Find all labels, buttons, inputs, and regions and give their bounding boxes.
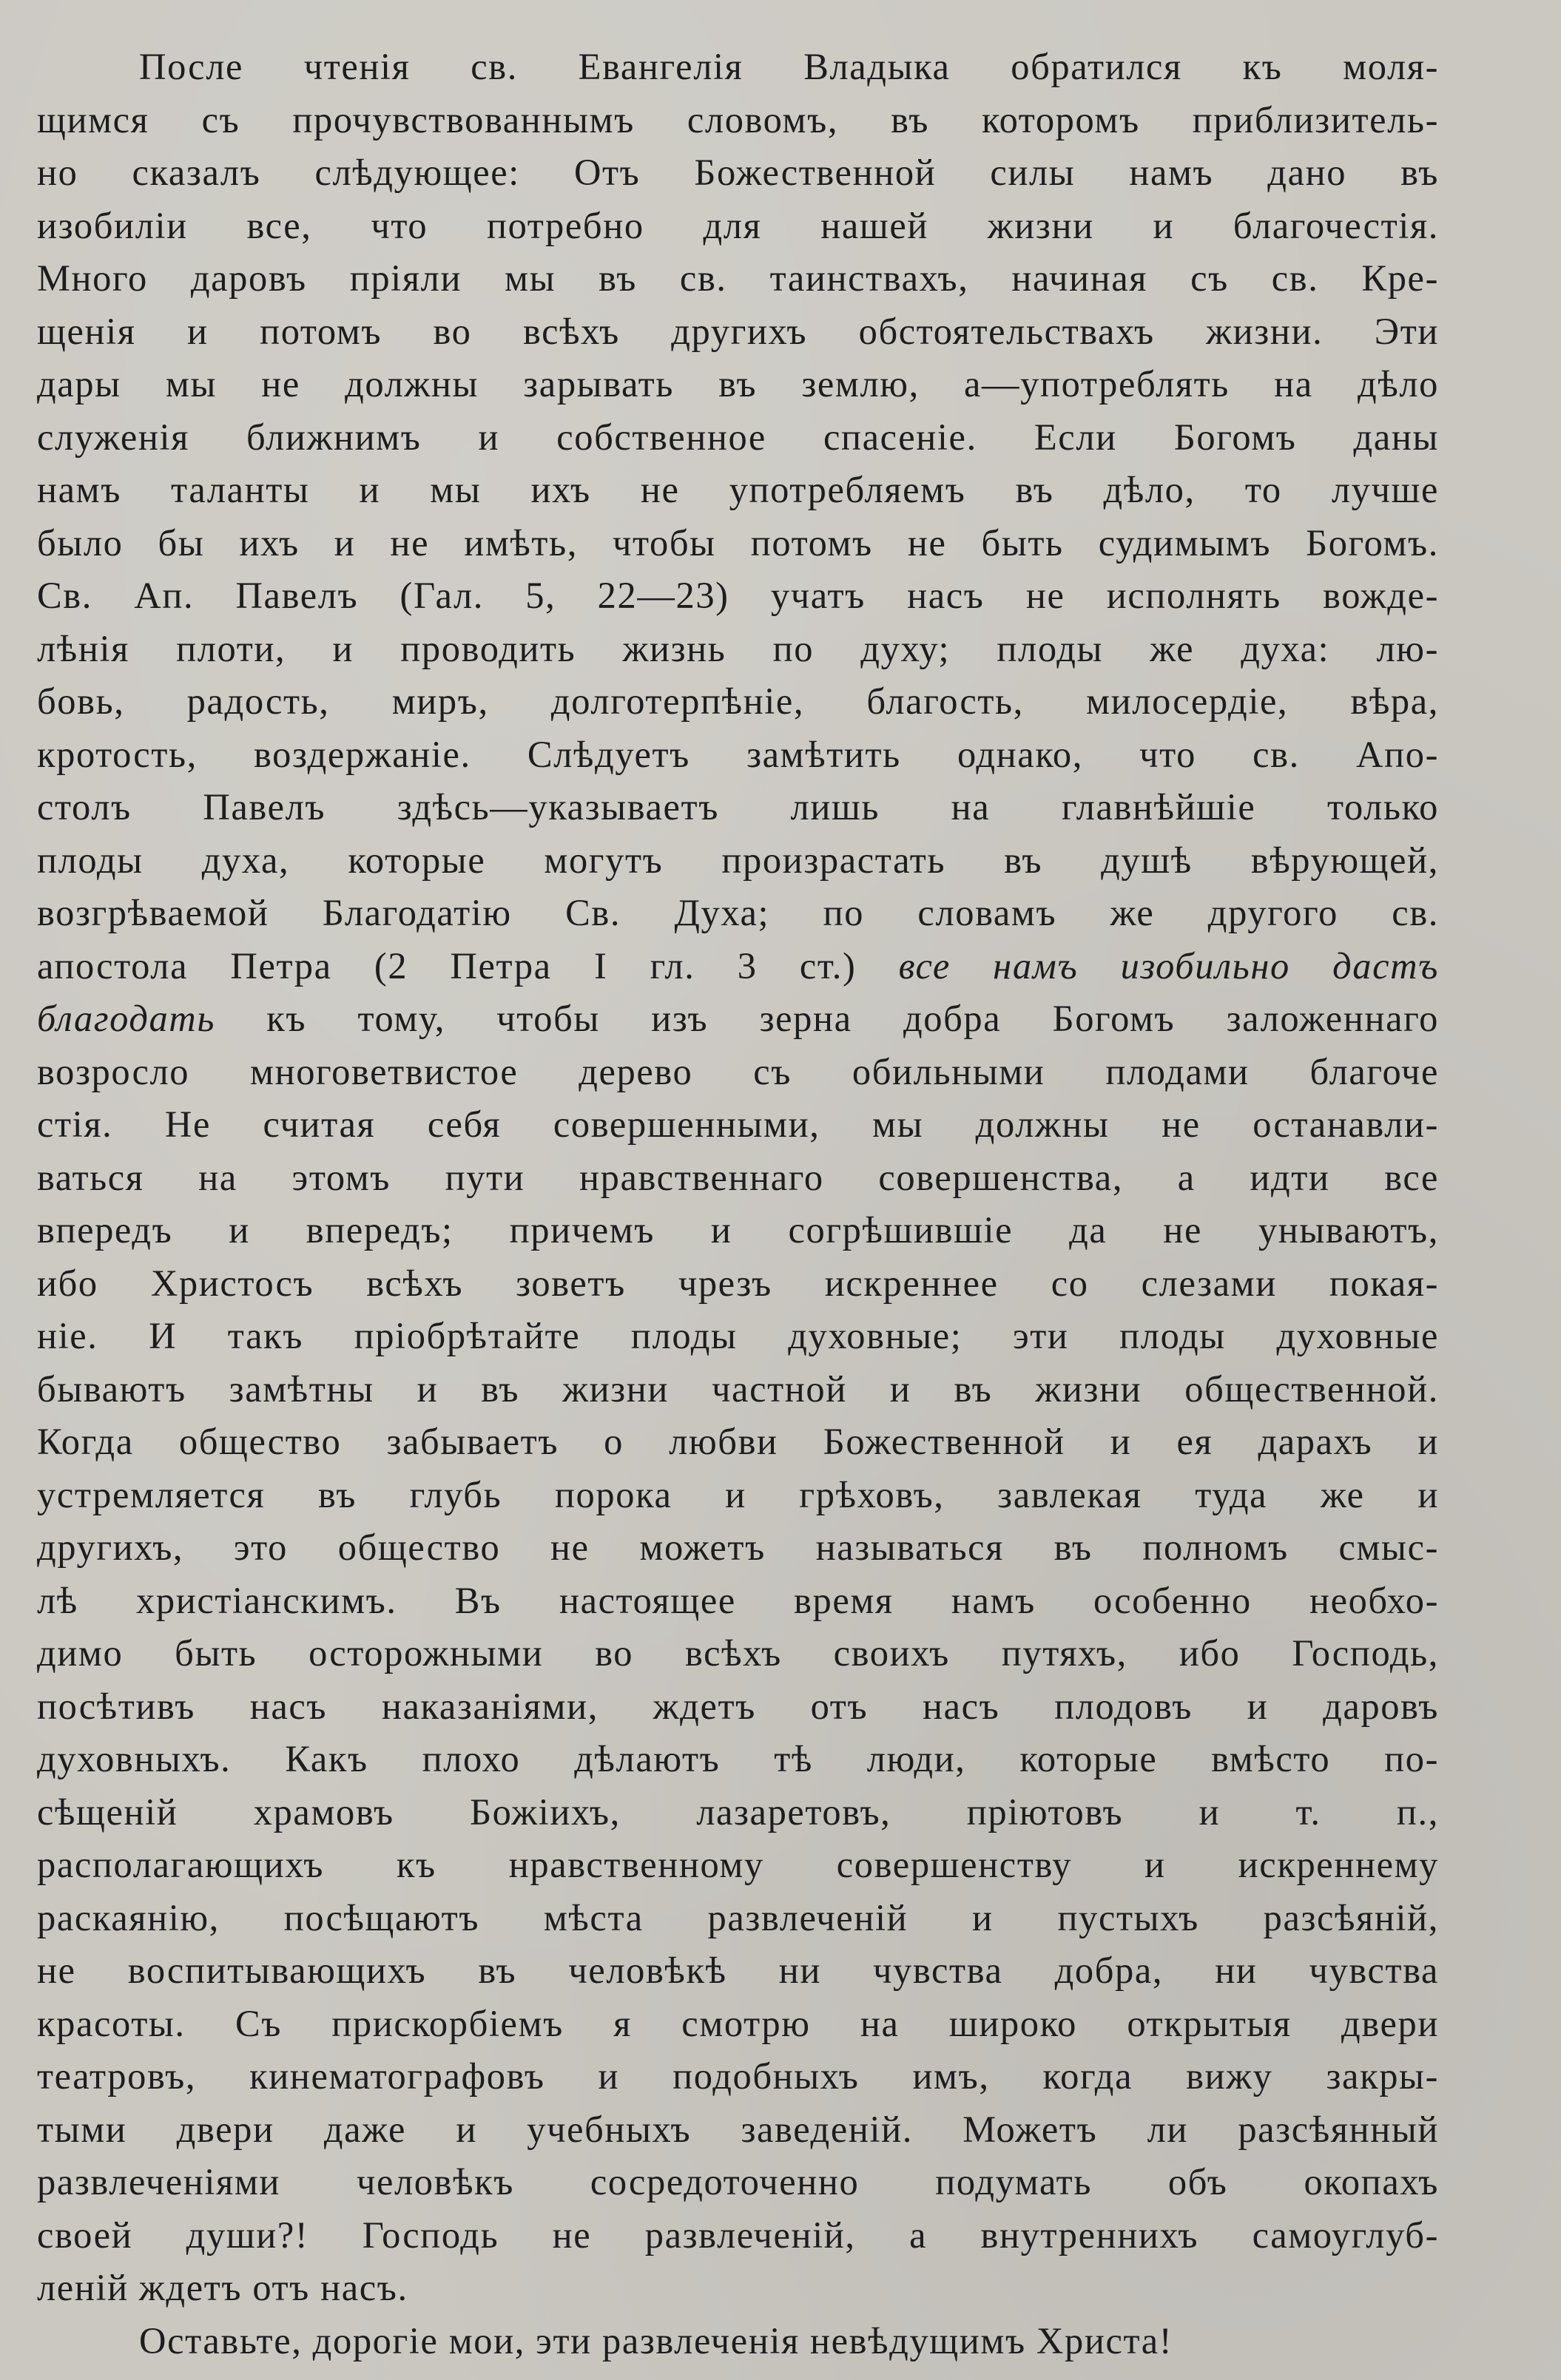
- text-line: намъ таланты и мы ихъ не употребляемъ въ дѣло, то лучше: [37, 469, 1439, 510]
- text-line: располагающихъ къ нравственному совершенству и искреннему: [37, 1844, 1439, 1885]
- body-text: [37, 41, 1439, 2367]
- text-line: изобиліи все, что потребно для нашей жизни и благочестія.: [37, 204, 1439, 246]
- text-line: дары мы не должны зарывать въ землю, а—употреблять на дѣло: [37, 363, 1439, 405]
- text-line: Когда общество забываетъ о любви Божественной и ея дарахъ и: [37, 1421, 1439, 1462]
- text-line: щимся съ прочувствованнымъ словомъ, въ которомъ приблизитель-: [37, 98, 1439, 141]
- text-line: После чтенія св. Евангелія Владыка обратился къ моля-: [139, 46, 1439, 87]
- text-line: было бы ихъ и не имѣть, чтобы потомъ не быть судимымъ Богомъ.: [37, 521, 1439, 564]
- text-line: Оставьте, дорогіе мои, эти развлеченія невѣдущимъ Христа!: [139, 2319, 1173, 2362]
- text-line: но сказалъ слѣдующее: Отъ Божественной силы намъ дано въ: [37, 152, 1439, 193]
- text-line: развлеченіями человѣкъ сосредоточенно подумать объ окопахъ: [37, 2161, 1439, 2202]
- text-line: театровъ, кинематографовъ и подобныхъ имъ, когда вижу закры-: [37, 2055, 1439, 2097]
- text-line: возросло многоветвистое дерево съ обильными плодами благоче: [37, 1050, 1439, 1092]
- text-line: стія. Не считая себя совершенными, мы должны не останавли-: [37, 1103, 1439, 1145]
- text-line: сѣщеній храмовъ Божіихъ, лазаретовъ, пріютовъ и т. п.,: [37, 1791, 1439, 1833]
- text-line: устремляется въ глубь порока и грѣховъ, завлекая туда же и: [37, 1473, 1439, 1515]
- text-line: столъ Павелъ здѣсь—указываетъ лишь на главнѣйшіе только: [37, 786, 1439, 828]
- text-line: щенія и потомъ во всѣхъ другихъ обстоятельствахъ жизни. Эти: [37, 310, 1439, 352]
- text-line: духовныхъ. Какъ плохо дѣлаютъ тѣ люди, которые вмѣсто по-: [37, 1738, 1439, 1779]
- text-line: другихъ, это общество не можетъ называться въ полномъ смыс-: [37, 1527, 1439, 1568]
- text-line: тыми двери даже и учебныхъ заведеній. Можетъ ли разсѣянный: [37, 2108, 1439, 2150]
- text-line: посѣтивъ насъ наказаніями, ждетъ отъ насъ плодовъ и даровъ: [37, 1685, 1439, 1727]
- text-line: впередъ и впередъ; причемъ и согрѣшившіе да не унываютъ,: [37, 1209, 1439, 1251]
- text-line: лѣнія плоти, и проводить жизнь по духу; плоды же духа: лю-: [37, 627, 1439, 669]
- text-line: [37, 993, 1439, 1046]
- text-line: Много даровъ пріяли мы въ св. таинствахъ, начиная съ св. Кре-: [37, 257, 1439, 299]
- text-line: раскаянію, посѣщаютъ мѣста развлеченій и пустыхъ разсѣяній,: [37, 1896, 1439, 1938]
- text-line: не воспитывающихъ въ человѣкѣ ни чувства добра, ни чувства: [37, 1950, 1439, 1991]
- text-line: лѣ христіанскимъ. Въ настоящее время намъ особенно необхо-: [37, 1579, 1439, 1621]
- italic-quote: все намъ изобильно дастъ: [898, 944, 1439, 987]
- text-line: леній ждетъ отъ насъ.: [37, 2267, 408, 2308]
- text-line: возгрѣваемой Благодатію Св. Духа; по словамъ же другого св.: [37, 892, 1439, 933]
- text-line: [37, 940, 1439, 993]
- text-line: своей души?! Господь не развлеченій, а внутреннихъ самоуглуб-: [37, 2214, 1439, 2256]
- text-line: Св. Ап. Павелъ (Гал. 5, 22—23) учатъ насъ не исполнять вожде-: [37, 575, 1439, 616]
- text-line: ибо Христосъ всѣхъ зоветъ чрезъ искреннее со слезами покая-: [37, 1262, 1439, 1304]
- text-segment: къ тому, чтобы изъ зерна добра Богомъ заложеннаго: [215, 998, 1439, 1039]
- text-line: плоды духа, которые могутъ произрастать въ душѣ вѣрующей,: [37, 839, 1439, 881]
- text-line: бовь, радость, миръ, долготерпѣніе, благость, милосердіе, вѣра,: [37, 680, 1439, 722]
- text-segment: апостола Петра (2 Петра I гл. 3 ст.): [37, 944, 899, 987]
- text-line: кротость, воздержаніе. Слѣдуетъ замѣтить однако, что св. Апо-: [37, 733, 1439, 775]
- text-line: бываютъ замѣтны и въ жизни частной и въ жизни общественной.: [37, 1368, 1439, 1410]
- text-line: димо быть осторожными во всѣхъ своихъ путяхъ, ибо Господь,: [37, 1632, 1439, 1674]
- text-line: ваться на этомъ пути нравственнаго совершенства, а идти все: [37, 1156, 1439, 1198]
- text-line: ніе. И такъ пріобрѣтайте плоды духовные; эти плоды духовные: [37, 1315, 1439, 1356]
- text-line: красоты. Съ прискорбіемъ я смотрю на широко открытыя двери: [37, 2002, 1439, 2044]
- text-line: служенія ближнимъ и собственное спасеніе. Если Богомъ даны: [37, 416, 1439, 458]
- italic-quote: благодать: [37, 998, 215, 1039]
